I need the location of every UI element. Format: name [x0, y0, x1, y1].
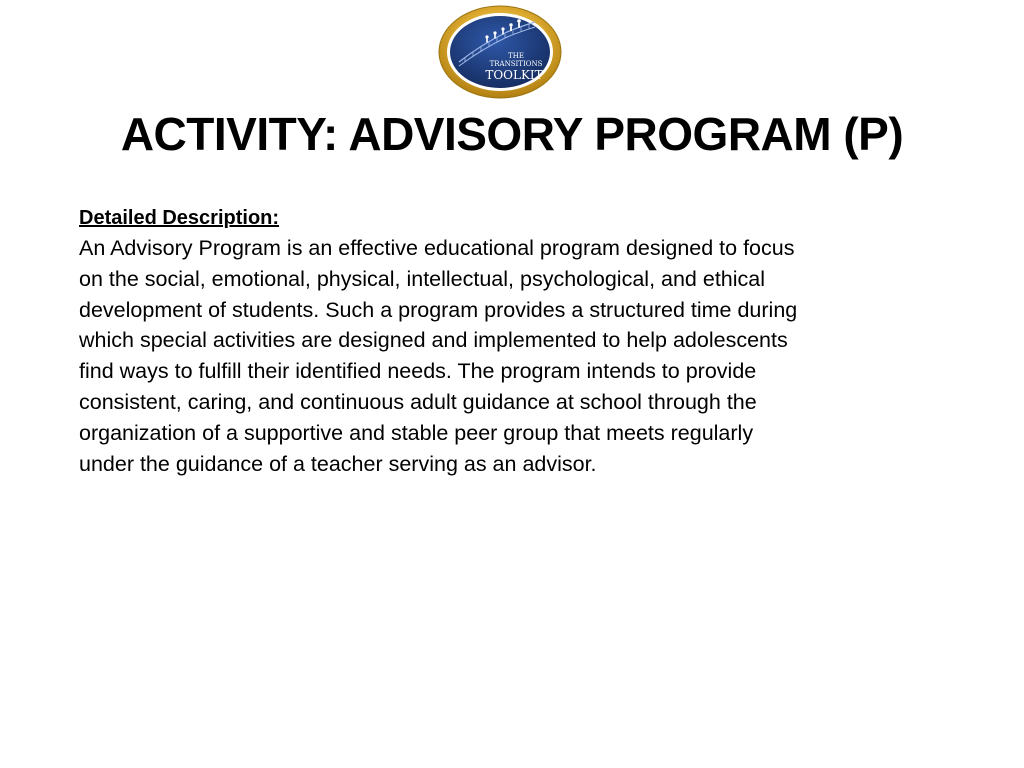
description-line: development of students. Such a program provides a structured time during: [79, 297, 798, 322]
svg-text:TRANSITIONS: TRANSITIONS: [489, 60, 543, 68]
svg-text:TOOLKIT: TOOLKIT: [485, 68, 543, 82]
description-line: which special activities are designed and implemented to help adolescents: [79, 328, 788, 353]
transitions-toolkit-logo: [437, 4, 563, 100]
description-paragraph: [79, 233, 959, 479]
description-line: An Advisory Program is an effective educational program designed to focus: [79, 236, 795, 260]
logo-emblem: [437, 4, 563, 100]
description-line: find ways to fulfill their identified needs. The program intends to provide: [79, 359, 757, 384]
description-line: on the social, emotional, physical, intellectual, psychological, and ethical: [79, 266, 766, 291]
svg-text:THE: THE: [508, 52, 524, 60]
description-line: under the guidance of a teacher serving as an advisor.: [79, 451, 597, 476]
description-line: organization of a supportive and stable peer group that meets regularly: [79, 420, 754, 445]
section-heading: Detailed Description:: [79, 207, 280, 229]
slide-content: [79, 203, 959, 479]
description-line: consistent, caring, and continuous adult guidance at school through the: [79, 389, 757, 414]
slide-title: ACTIVITY: ADVISORY PROGRAM (P): [120, 108, 904, 160]
